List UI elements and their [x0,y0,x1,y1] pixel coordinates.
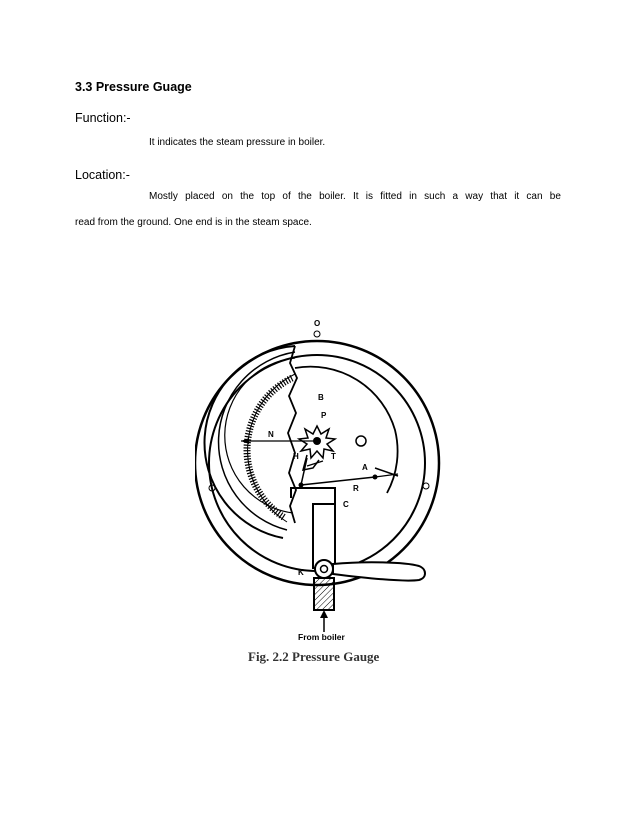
location-word: Mostly [149,191,178,202]
label-t: T [331,452,336,461]
label-p: P [321,411,327,420]
label-b: B [318,393,324,402]
location-word: placed [185,191,215,202]
label-n: N [268,430,274,439]
pressure-gauge-diagram [195,318,450,668]
location-word: boiler. [319,191,346,202]
label-k: K [298,568,304,577]
location-label: Location:- [75,168,130,182]
label-r: R [353,484,359,493]
location-word: It [353,191,359,202]
location-word: top [261,191,276,202]
label-o: O [314,319,321,328]
location-word: is [365,191,374,202]
location-word: be [549,191,561,202]
section-heading: 3.3 Pressure Guage [75,80,192,94]
location-word: the [297,191,312,202]
location-word: that [490,191,507,202]
location-word: a [452,191,459,202]
location-word: it [514,191,520,202]
location-word: in [409,191,417,202]
from-boiler-label: From boiler [298,632,345,642]
location-word: can [526,191,543,202]
function-text: It indicates the steam pressure in boiler. [149,137,326,148]
location-text-line1 [149,191,561,202]
figure-caption: Fig. 2.2 Pressure Gauge [248,649,380,664]
label-a: A [362,463,368,472]
location-word: such [424,191,446,202]
location-word: the [240,191,255,202]
function-label: Function:- [75,111,131,125]
location-word: on [221,191,233,202]
label-h: H [293,452,299,461]
location-word: way [465,191,484,202]
label-c: C [343,500,349,509]
location-text-line2: read from the ground. One end is in the steam space. [75,217,312,228]
location-word: of [282,191,291,202]
location-word: fitted [380,191,402,202]
